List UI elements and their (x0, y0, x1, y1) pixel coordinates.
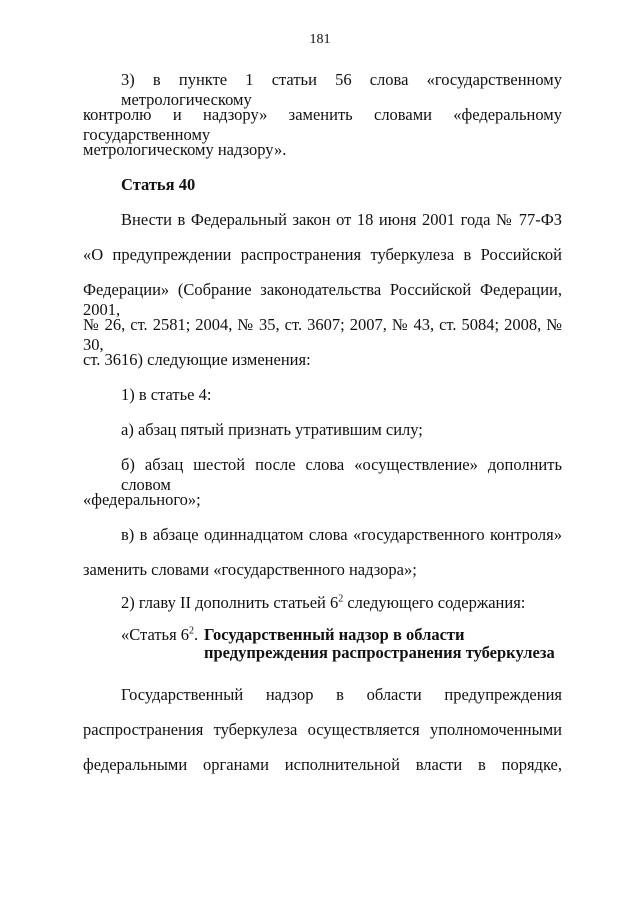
paragraph-line: «федерального»; (83, 490, 201, 509)
paragraph-line (121, 593, 562, 613)
article-title-line: Государственный надзор в области (204, 625, 465, 644)
paragraph-line: «О предупреждении распространения туберкулеза в Российской (83, 245, 562, 264)
paragraph-line: Федерации» (Собрание законодательства Российской Федерации, 2001, (83, 280, 562, 319)
paragraph-line: 1) в статье 4: (121, 385, 212, 404)
paragraph-line: № 26, ст. 2581; 2004, № 35, ст. 3607; 2007, № 43, ст. 5084; 2008, № 30, (83, 315, 562, 354)
text: 2) главу II дополнить статьей 6 (121, 593, 339, 612)
paragraph-line: б) абзац шестой после слова «осуществление» дополнить словом (121, 455, 562, 494)
paragraph-line: в) в абзаце одиннадцатом слова «государственного контроля» (121, 525, 562, 544)
text: следующего содержания: (343, 593, 526, 612)
paragraph-line: ст. 3616) следующие изменения: (83, 350, 311, 369)
paragraph-line: 3) в пункте 1 статьи 56 слова «государственному метрологическому (121, 70, 562, 109)
text: . (194, 625, 199, 644)
paragraph-line: а) абзац пятый признать утратившим силу; (121, 420, 423, 439)
text: «Статья 6 (121, 625, 190, 644)
article-label (121, 625, 211, 645)
paragraph-line: метрологическому надзору». (83, 140, 287, 159)
paragraph-line: Государственный надзор в области предупреждения (121, 685, 562, 704)
page-number: 181 (309, 32, 331, 47)
paragraph-line: Внести в Федеральный закон от 18 июня 2001 года № 77-ФЗ (121, 210, 562, 229)
paragraph-line: распространения туберкулеза осуществляется уполномоченными (83, 720, 562, 739)
paragraph-line: заменить словами «государственного надзора»; (83, 560, 417, 579)
superscript: 2 (338, 593, 344, 605)
article-title-line: предупреждения распространения туберкулеза (204, 643, 555, 662)
superscript: 2 (189, 625, 195, 637)
paragraph-line: контролю и надзору» заменить словами «федеральному государственному (83, 105, 562, 144)
paragraph-line: федеральными органами исполнительной власти в порядке, (83, 755, 562, 774)
article-heading: Статья 40 (121, 175, 196, 194)
